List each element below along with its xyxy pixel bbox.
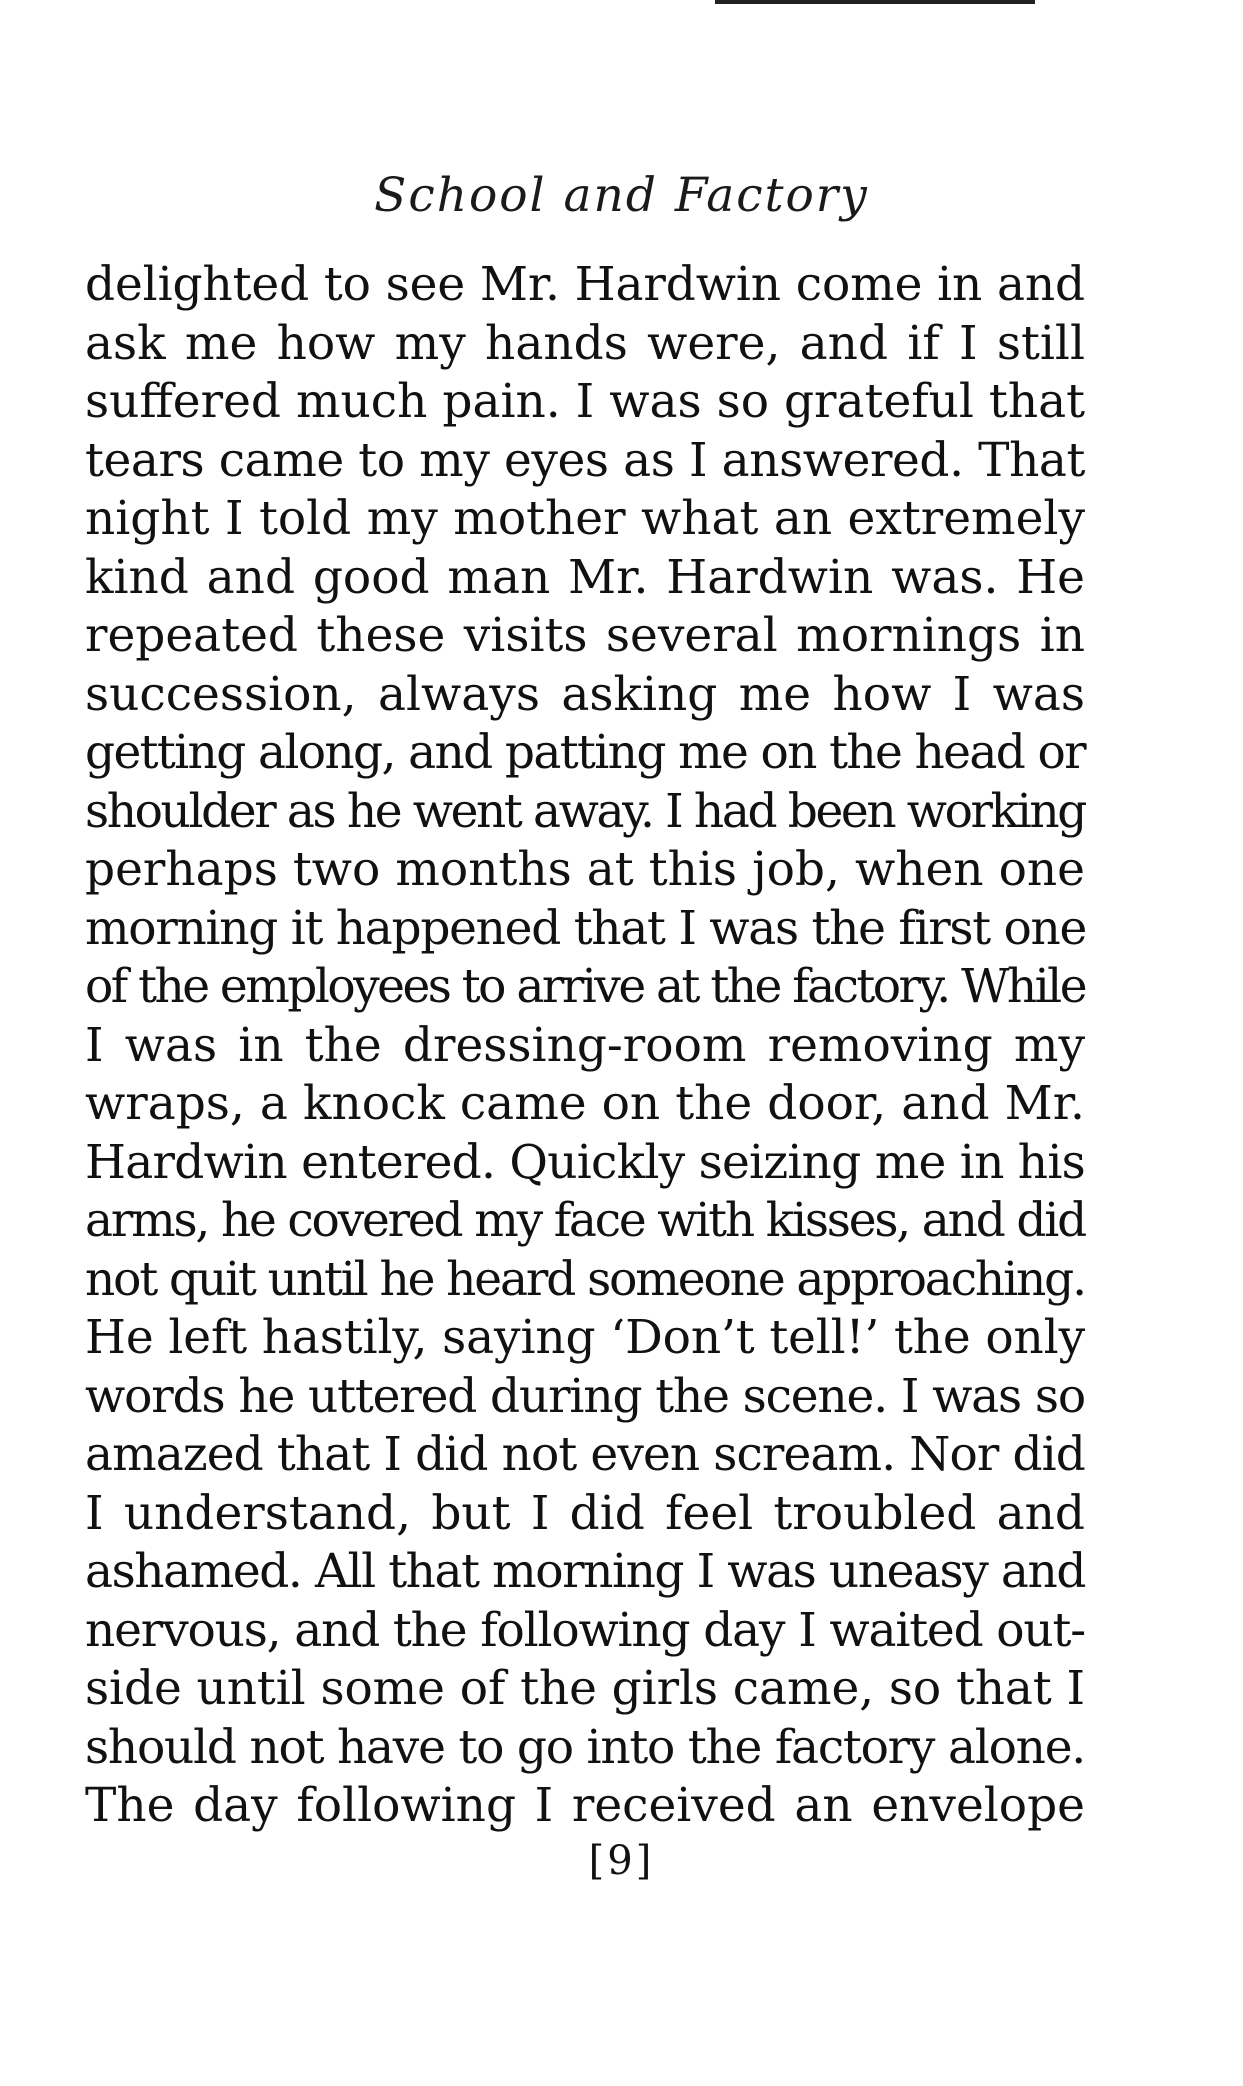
text-line: The day following I received an envelope [85, 1778, 1085, 1833]
running-head: School and Factory [374, 168, 869, 223]
text-line: perhaps two months at this job, when one [85, 842, 1085, 897]
text-line: morning it happened that I was the first one [85, 900, 1087, 956]
text-line: side until some of the girls came, so that I [85, 1661, 1085, 1716]
text-line: repeated these visits several mornings in [85, 608, 1085, 663]
text-line: not quit until he heard someone approaching. [85, 1251, 1085, 1307]
body-text [85, 256, 1085, 1836]
text-line: kind and good man Mr. Hardwin was. He [85, 549, 1085, 605]
text-line: amazed that I did not even scream. Nor did [85, 1427, 1085, 1482]
page-number: [9] [588, 1838, 655, 1884]
text-line: Hardwin entered. Quickly seizing me in his [85, 1134, 1085, 1190]
text-line: should not have to go into the factory alone. [85, 1719, 1085, 1775]
text-line: shoulder as he went away. I had been working [85, 783, 1085, 839]
text-line: night I told my mother what an extremely [85, 491, 1085, 546]
text-line: wraps, a knock came on the door, and Mr. [85, 1076, 1085, 1131]
text-line: I understand, but I did feel troubled and [85, 1485, 1085, 1541]
text-line: ashamed. All that morning I was uneasy and [85, 1544, 1085, 1599]
text-line: He left hastily, saying ‘Don’t tell!’ the only [85, 1310, 1085, 1365]
text-line: I was in the dressing-room removing my [85, 1017, 1085, 1073]
text-line: arms, he covered my face with kisses, and did [85, 1193, 1085, 1248]
text-line: suffered much pain. I was so grateful that [85, 374, 1085, 429]
text-line: delighted to see Mr. Hardwin come in and [85, 257, 1085, 312]
text-line: tears came to my eyes as I answered. That [85, 432, 1085, 488]
text-line: of the employees to arrive at the factory. While [85, 959, 1085, 1014]
top-rule [715, 0, 1035, 4]
text-line: ask me how my hands were, and if I still [85, 315, 1085, 371]
text-line: getting along, and patting me on the head or [85, 725, 1085, 780]
text-line: nervous, and the following day I waited out- [85, 1602, 1085, 1658]
text-line: words he uttered during the scene. I was so [85, 1368, 1085, 1424]
text-line: succession, always asking me how I was [85, 666, 1085, 722]
